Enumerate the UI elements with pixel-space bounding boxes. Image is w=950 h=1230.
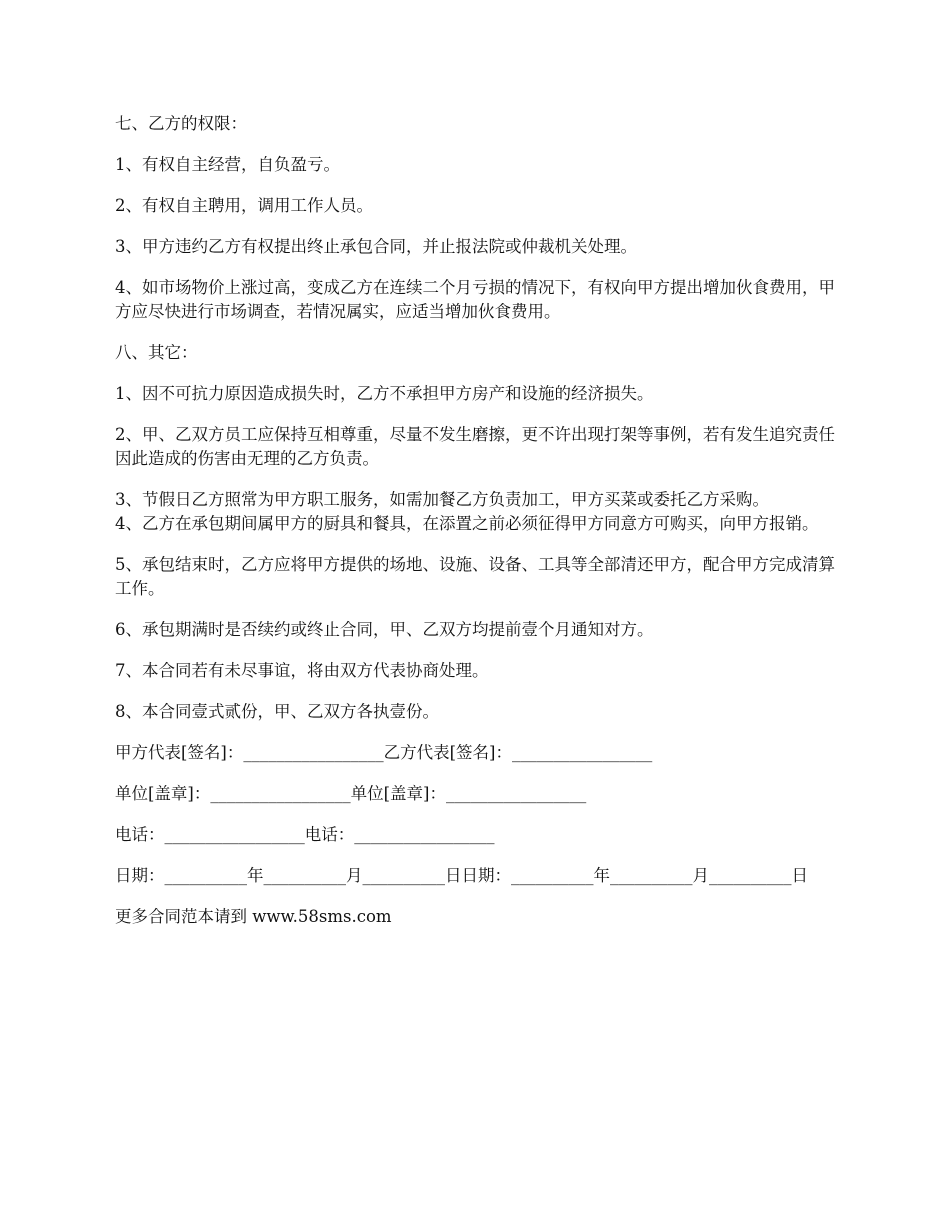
section-7-item-1: 1、有权自主经营，自负盈亏。: [115, 155, 340, 174]
representative-signature-line: 甲方代表[签名]：_________________乙方代表[签名]：_________________: [115, 743, 653, 762]
section-7-item-3: 3、甲方违约乙方有权提出终止承包合同，并止报法院或仲裁机关处理。: [115, 237, 637, 256]
section-8-item-3: 3、节假日乙方照常为甲方职工服务，如需加餐乙方负责加工，甲方买菜或委托乙方采购。: [115, 490, 769, 509]
section-7-title: 七、乙方的权限：: [115, 114, 247, 133]
section-8-item-4: 4、乙方在承包期间属甲方的厨具和餐具，在添置之前必须征得甲方同意方可购买，向甲方报销。: [115, 514, 819, 533]
unit-seal-line: 单位[盖章]：_________________单位[盖章]：_________________: [115, 784, 587, 803]
section-7-item-2: 2、有权自主聘用，调用工作人员。: [115, 196, 373, 215]
phone-line: 电话：_________________电话：_________________: [115, 825, 495, 844]
contract-page: [115, 112, 840, 946]
date-line: 日期：__________年__________月__________日日期：__________年__________月__________日: [115, 866, 808, 885]
section-8-item-1: 1、因不可抗力原因造成损失时，乙方不承担甲方房产和设施的经济损失。: [115, 384, 654, 403]
section-8-item-7: 7、本合同若有未尽事谊，将由双方代表协商处理。: [115, 661, 489, 680]
section-7-item-4: 4、如市场物价上涨过高，变成乙方在连续二个月亏损的情况下，有权向甲方提出增加伙食费用，甲方应尽快进行市场调查，若情况属实，应适当增加伙食费用。: [115, 278, 835, 321]
section-8-item-6: 6、承包期满时是否续约或终止合同，甲、乙双方均提前壹个月通知对方。: [115, 620, 654, 639]
section-8-title: 八、其它：: [115, 343, 198, 362]
section-8-item-8: 8、本合同壹式贰份，甲、乙双方各执壹份。: [115, 702, 439, 721]
section-8-item-2: 2、甲、乙双方员工应保持互相尊重，尽量不发生磨擦，更不许出现打架等事例，若有发生追究责任因此造成的伤害由无理的乙方负责。: [115, 425, 835, 468]
section-8-item-5: 5、承包结束时，乙方应将甲方提供的场地、设施、设备、工具等全部清还甲方，配合甲方完成清算工作。: [115, 555, 835, 598]
footer-more-link-text: 更多合同范本请到 www.58sms.com: [115, 907, 392, 926]
